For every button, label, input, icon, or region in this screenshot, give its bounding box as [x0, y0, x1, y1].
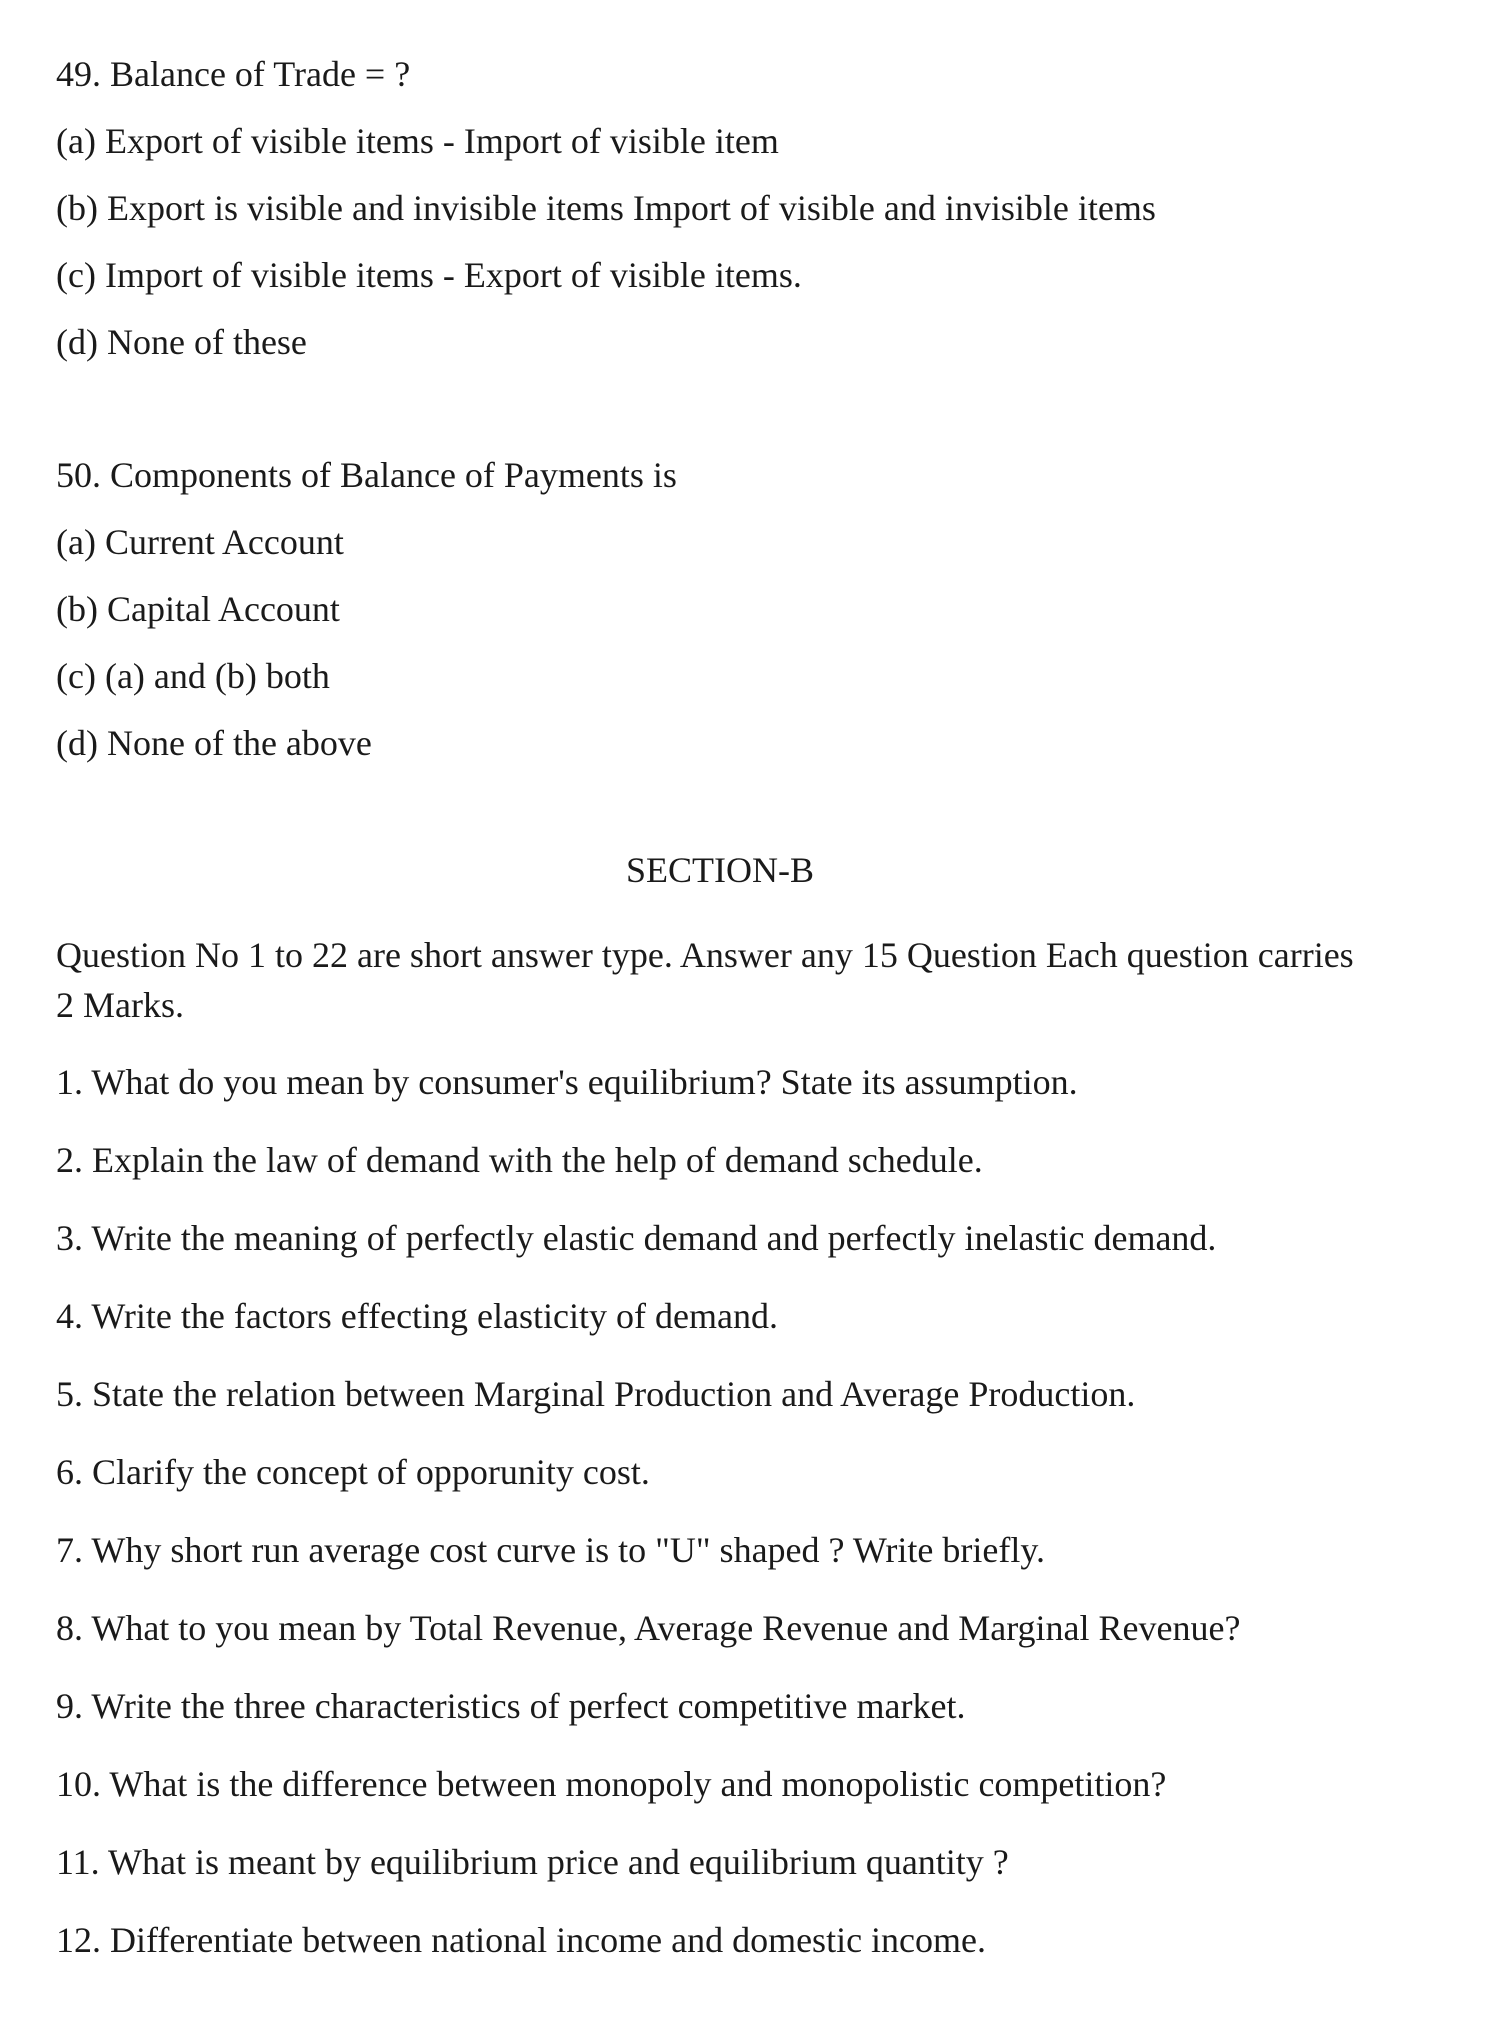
short-question: 4. Write the factors effecting elasticity of demand.	[56, 1296, 778, 1337]
option-c: (c) Import of visible items - Export of visible items.	[56, 255, 802, 295]
short-question: 6. Clarify the concept of opporunity cost.	[56, 1452, 650, 1493]
short-question: 9. Write the three characteristics of perfect competitive market.	[56, 1686, 966, 1727]
option-a: (a) Current Account	[56, 522, 344, 562]
question-50	[56, 453, 1456, 766]
section-b-instructions: Question No 1 to 22 are short answer type. Answer any 15 Question Each question carries 2 Marks.	[56, 935, 1354, 1025]
section-b-question-list	[56, 1060, 1456, 1963]
question-49	[56, 52, 1456, 365]
short-question: 12. Differentiate between national income and domestic income.	[56, 1920, 987, 1961]
document-page	[56, 52, 1456, 1996]
short-question: 2. Explain the law of demand with the help of demand schedule.	[56, 1140, 983, 1181]
question-title: 49. Balance of Trade = ?	[56, 54, 411, 94]
short-question: 7. Why short run average cost curve is to "U" shaped ? Write briefly.	[56, 1530, 1045, 1571]
option-a: (a) Export of visible items - Import of visible item	[56, 121, 779, 161]
short-question: 10. What is the difference between monopoly and monopolistic competition?	[56, 1764, 1167, 1805]
short-question: 11. What is meant by equilibrium price and equilibrium quantity ?	[56, 1842, 1009, 1883]
option-b: (b) Capital Account	[56, 589, 340, 629]
short-question: 1. What do you mean by consumer's equilibrium? State its assumption.	[56, 1062, 1078, 1103]
option-d: (d) None of the above	[56, 723, 372, 763]
option-b: (b) Export is visible and invisible items Import of visible and invisible items	[56, 188, 1156, 228]
section-b-heading: SECTION-B	[626, 850, 814, 890]
short-question: 5. State the relation between Marginal Production and Average Production.	[56, 1374, 1136, 1415]
short-question: 8. What to you mean by Total Revenue, Average Revenue and Marginal Revenue?	[56, 1608, 1241, 1649]
question-title: 50. Components of Balance of Payments is	[56, 455, 677, 495]
option-d: (d) None of these	[56, 322, 307, 362]
short-question: 3. Write the meaning of perfectly elastic demand and perfectly inelastic demand.	[56, 1218, 1217, 1259]
option-c: (c) (a) and (b) both	[56, 656, 330, 696]
